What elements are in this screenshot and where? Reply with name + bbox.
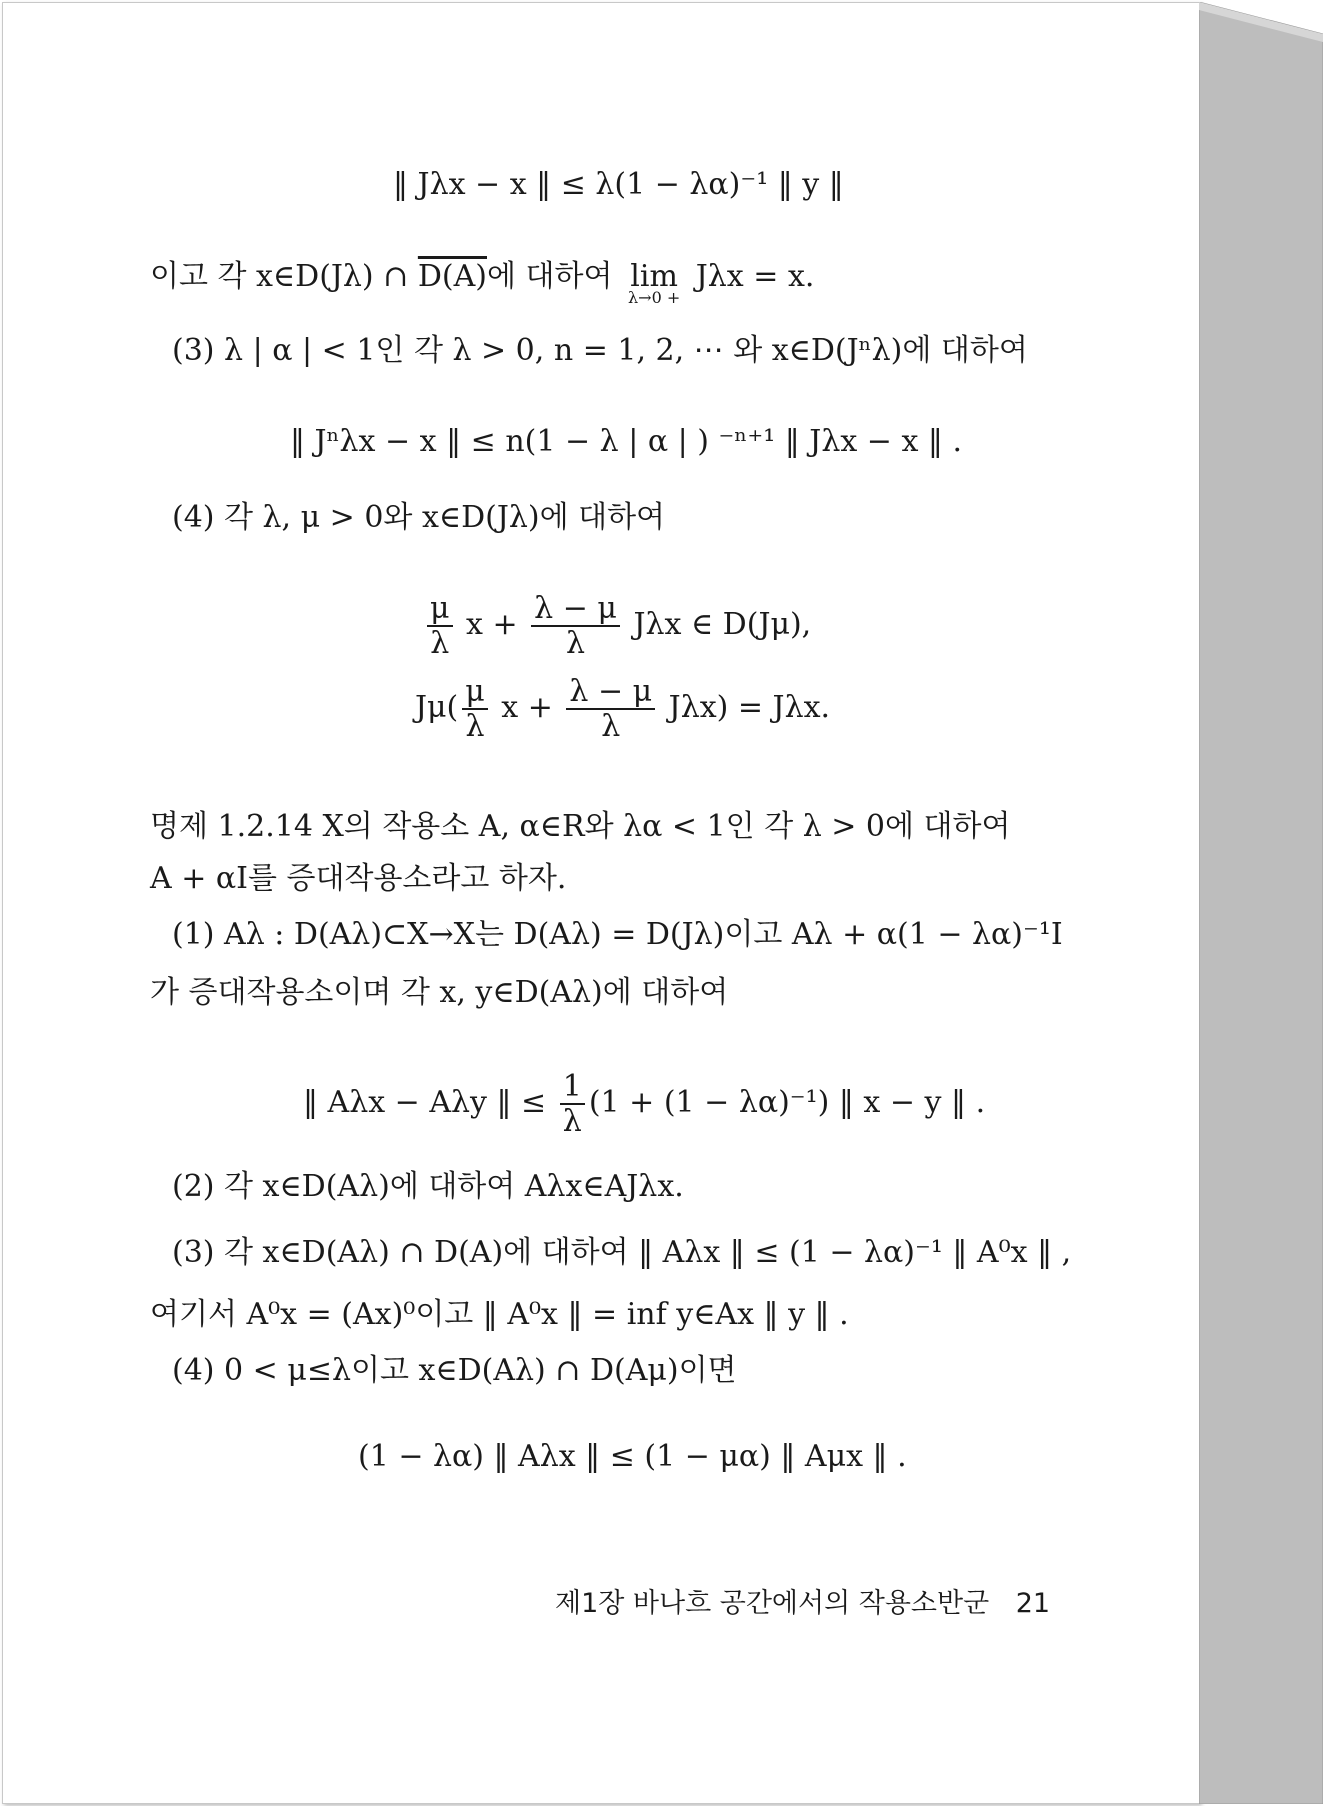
item-2-statement: (2) 각 x∈D(Aλ)에 대하여 Aλx∈AJλx. [172,1169,684,1204]
item-1-continuation: 가 증대작용소이며 각 x, y∈D(Aλ)에 대하여 [150,975,729,1010]
inequality-yosida-lipschitz: ‖ Aλx − Aλy ‖ ≤ $\frac{1}{\lambda}$ (1 + (1 − λα)⁻¹) ‖ x − y ‖ . [303,1069,986,1139]
chapter-title: 제1장 바나흐 공간에서의 작용소반군 [555,1588,990,1619]
page-stack-edge [1199,2,1323,1804]
proposition-1-2-14: 명제 1.2.14 X의 작용소 A, α∈R와 λα < 1인 각 λ > 0에 대하여 [150,809,1011,844]
item-3-statement: (3) λ | α | < 1인 각 λ > 0, n = 1, 2, ⋯ 와 x∈D(Jⁿλ)에 대하여 [172,333,1028,368]
text-segment: 이고 각 x∈D(Jλ) ∩ [150,259,418,294]
item-3b-statement: (3) 각 x∈D(Aλ) ∩ D(A)에 대하여 ‖ Aλx ‖ ≤ (1 − λα)⁻¹ ‖ A⁰x ‖ , [172,1235,1072,1270]
closure-da: D(A) [417,259,487,294]
fraction: $\frac{\mu}{\lambda}$ [462,675,488,743]
fraction: $\frac{\lambda - \mu}{\lambda}$ [531,592,620,660]
text-segment: 에 대하여 [487,259,613,294]
equation-resolvent-domain: $\frac{\mu}{\lambda}$ x + $\frac{\lambda - \mu}{\lambda}$ Jλx ∈ D(Jμ), [423,592,811,660]
text-line-limit [150,259,815,307]
item-1-statement: (1) Aλ : D(Aλ)⊂X→X는 D(Aλ) = D(Jλ)이고 Aλ + α(1 − λα)⁻¹I [172,917,1063,952]
running-footer [555,1581,1050,1620]
fraction: $\frac{\lambda - \mu}{\lambda}$ [566,675,655,743]
item-4b-statement: (4) 0 < μ≤λ이고 x∈D(Aλ) ∩ D(Aμ)이면 [172,1353,737,1388]
minimal-section-definition: 여기서 A⁰x = (Ax)⁰이고 ‖ A⁰x ‖ = inf y∈Ax ‖ y ‖ . [150,1297,849,1332]
fraction: $\frac{\mu}{\lambda}$ [427,592,453,660]
inequality-yosida-monotone: (1 − λα) ‖ Aλx ‖ ≤ (1 − μα) ‖ Aμx ‖ . [358,1439,907,1474]
inequality-resolvent-bound: ‖ Jλx − x ‖ ≤ λ(1 − λα)⁻¹ ‖ y ‖ [393,167,844,202]
limit-operator: lim λ→0 + [628,259,681,307]
page-number: 21 [1015,1588,1051,1619]
inequality-iterated-resolvent: ‖ Jⁿλx − x ‖ ≤ n(1 − λ | α | ) ⁻ⁿ⁺¹ ‖ Jλx − x ‖ . [290,424,962,459]
proposition-assumption: A + αI를 증대작용소라고 하자. [150,861,567,896]
equation-resolvent-identity: Jμ( $\frac{\mu}{\lambda}$ x + $\frac{\lambda - \mu}{\lambda}$ Jλx) = Jλx. [415,674,831,744]
text-segment: Jλx = x. [686,259,815,294]
fraction: $\frac{1}{\lambda}$ [560,1070,585,1138]
item-4-statement: (4) 각 λ, μ > 0와 x∈D(Jλ)에 대하여 [172,500,666,535]
